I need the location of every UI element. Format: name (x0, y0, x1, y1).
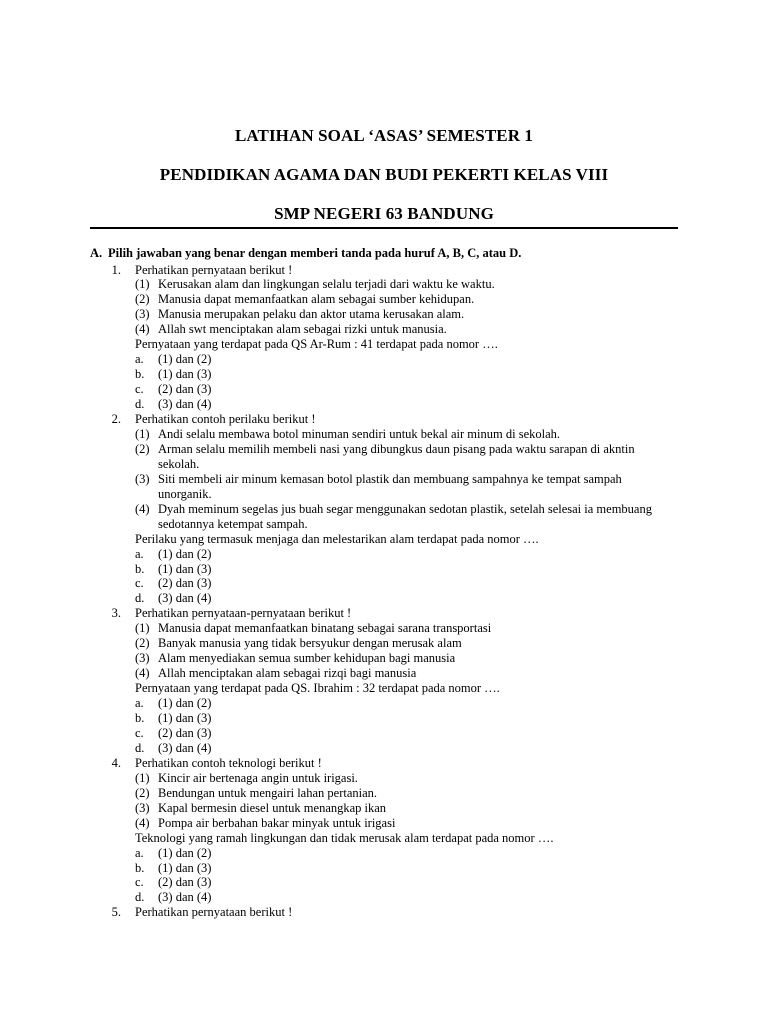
statement-label: (1) (135, 277, 150, 292)
statement-text: Siti membeli air minum kemasan botol plastik dan membuang sampahnya ke tempat sampah (158, 471, 622, 486)
question-number: 1. (111, 262, 121, 277)
statement-label: (1) (135, 426, 150, 441)
option-label: d. (135, 890, 145, 905)
option-text: (3) dan (4) (158, 740, 212, 755)
question-text: Pernyataan yang terdapat pada QS. Ibrahim : 32 terdapat pada nomor …. (135, 681, 500, 696)
statement-label: (2) (135, 441, 150, 456)
option-label: b. (135, 860, 145, 875)
question-text: Perilaku yang termasuk menjaga dan melestarikan alam terdapat pada nomor …. (135, 531, 539, 546)
statement-text: Alam menyediakan semua sumber kehidupan bagi manusia (158, 651, 456, 666)
option-label: d. (135, 591, 145, 606)
option-label: b. (135, 711, 145, 725)
option-label: d. (135, 740, 145, 755)
option-label: a. (135, 546, 144, 561)
statement-label: (4) (135, 322, 150, 337)
statement-text: Manusia merupakan pelaku dan aktor utama kerusakan alam. (158, 307, 465, 322)
statement-label: (3) (135, 651, 150, 666)
statement-label: (2) (135, 785, 150, 800)
option-text: (2) dan (3) (158, 382, 212, 397)
statement-label: (3) (135, 800, 150, 815)
instruction-text: Pilih jawaban yang benar dengan memberi tanda pada huruf A, B, C, atau D. (108, 246, 522, 260)
option-label: a. (135, 845, 144, 860)
option-text: (3) dan (4) (158, 890, 212, 905)
option-label: c. (135, 382, 144, 397)
statement-label: (2) (135, 292, 150, 307)
statement-text: Manusia dapat memanfaatkan binatang sebagai sarana transportasi (158, 621, 492, 636)
statement-text: Arman selalu memilih membeli nasi yang dibungkus daun pisang pada waktu sarapan di akntin (158, 441, 635, 456)
statement-text: Pompa air berbahan bakar minyak untuk irigasi (158, 815, 396, 830)
option-text: (2) dan (3) (158, 875, 212, 890)
option-text: (1) dan (3) (158, 860, 212, 875)
statement-text: sekolah. (158, 456, 200, 471)
question-prompt: Perhatikan pernyataan-pernyataan berikut ! (135, 606, 352, 621)
statement-label: (4) (135, 815, 150, 830)
question-prompt: Perhatikan contoh perilaku berikut ! (135, 412, 316, 426)
question-number: 4. (111, 755, 121, 770)
option-label: a. (135, 352, 144, 367)
option-label: c. (135, 725, 144, 740)
subject-title: PENDIDIKAN AGAMA DAN BUDI PEKERTI KELAS VIII (159, 165, 609, 184)
option-text: (1) dan (3) (158, 711, 212, 725)
option-label: b. (135, 367, 145, 382)
statement-label: (3) (135, 307, 150, 322)
section-instruction (90, 246, 521, 261)
statement-text: unorganik. (158, 486, 212, 501)
option-text: (1) dan (2) (158, 696, 212, 711)
statement-label: (1) (135, 621, 150, 636)
option-label: b. (135, 561, 145, 576)
statement-text: sedotannya ketempat sampah. (158, 516, 308, 531)
option-text: (1) dan (2) (158, 546, 212, 561)
statement-text: Allah swt menciptakan alam sebagai rizki untuk manusia. (158, 322, 447, 337)
question-prompt: Perhatikan pernyataan berikut ! (135, 262, 293, 277)
question-number: 3. (111, 606, 121, 621)
option-text: (1) dan (3) (158, 561, 212, 576)
school-name: SMP NEGERI 63 BANDUNG (274, 204, 494, 223)
statement-text: Andi selalu membawa botol minuman sendiri untuk bekal air minum di sekolah. (158, 426, 561, 441)
question-prompt: Perhatikan pernyataan berikut ! (135, 905, 293, 920)
question-text: Pernyataan yang terdapat pada QS Ar-Rum : 41 terdapat pada nomor …. (135, 337, 498, 352)
option-text: (1) dan (3) (158, 367, 212, 382)
statement-text: Banyak manusia yang tidak bersyukur dengan merusak alam (158, 636, 462, 651)
question-prompt: Perhatikan contoh teknologi berikut ! (135, 755, 322, 770)
document-title: LATIHAN SOAL ‘ASAS’ SEMESTER 1 (234, 126, 534, 145)
statement-text: Bendungan untuk mengairi lahan pertanian. (158, 785, 378, 800)
header-divider (90, 227, 678, 229)
question-number: 5. (111, 905, 121, 920)
statement-label: (2) (135, 636, 150, 651)
option-label: d. (135, 397, 145, 412)
question-number: 2. (111, 412, 121, 426)
option-text: (3) dan (4) (158, 591, 212, 606)
statement-label: (3) (135, 471, 150, 486)
statement-label: (4) (135, 501, 150, 516)
option-text: (1) dan (2) (158, 352, 212, 367)
option-label: a. (135, 696, 144, 711)
statement-label: (4) (135, 666, 150, 681)
option-text: (3) dan (4) (158, 397, 212, 412)
statement-text: Kincir air bertenaga angin untuk irigasi. (158, 770, 358, 785)
option-text: (1) dan (2) (158, 845, 212, 860)
statement-text: Manusia dapat memanfaatkan alam sebagai sumber kehidupan. (158, 292, 475, 307)
statement-text: Allah menciptakan alam sebagai rizqi bagi manusia (158, 666, 417, 681)
statement-text: Kapal bermesin diesel untuk menangkap ikan (158, 800, 387, 815)
statement-label: (1) (135, 770, 150, 785)
statement-text: Dyah meminum segelas jus buah segar menggunakan sedotan plastik, setelah selesai ia membuang (158, 501, 652, 516)
option-label: c. (135, 875, 144, 890)
option-label: c. (135, 576, 144, 591)
question-text: Teknologi yang ramah lingkungan dan tidak merusak alam terdapat pada nomor …. (135, 830, 554, 845)
option-text: (2) dan (3) (158, 576, 212, 591)
option-text: (2) dan (3) (158, 725, 212, 740)
section-label: A. (90, 246, 103, 260)
statement-text: Kerusakan alam dan lingkungan selalu terjadi dari waktu ke waktu. (158, 277, 495, 292)
